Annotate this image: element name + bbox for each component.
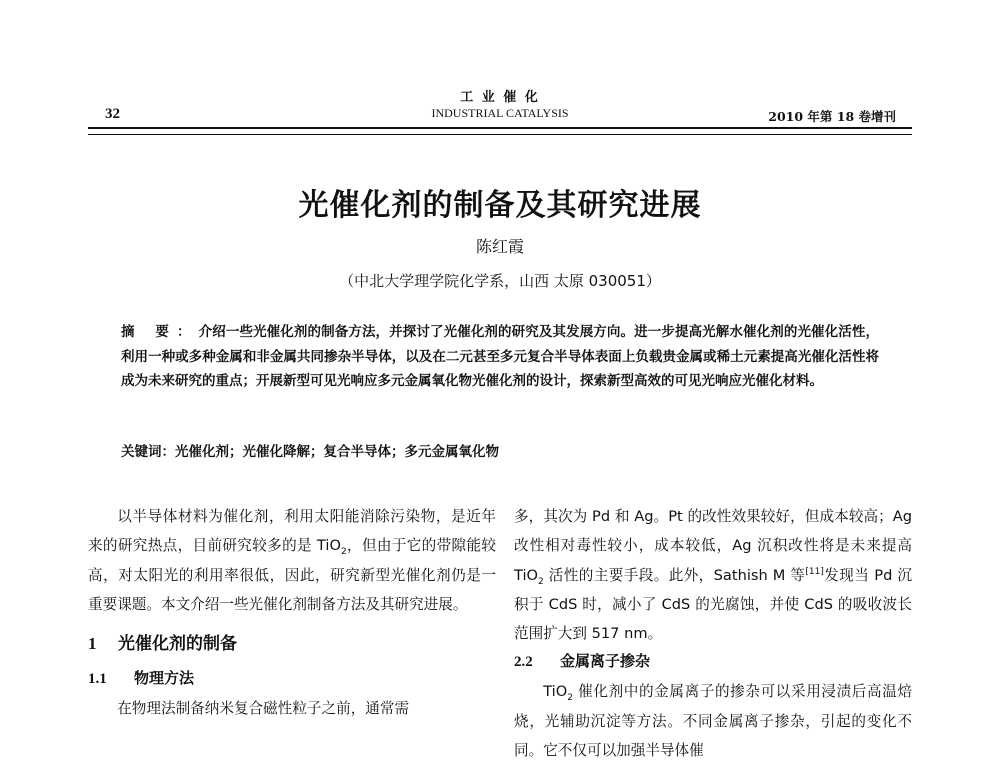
intro-text-b: ，但由于它的带隙能较高，对太阳光的利用率很低，因此，研究新型光催化剂仍是一重要课题。本文介绍一些光催化剂制备方法及其研究进展。 [88,537,496,613]
right-p2-text-b: 催化剂中的金属离子的掺杂可以采用浸渍后高温焙烧，光辅助沉淀等方法。不同金属离子掺杂，引起的变化不同。它不仅可以加强半导体催 [514,683,912,760]
abstract-text: 介绍一些光催化剂的制备方法，并探讨了光催化剂的研究及其发展方向。进一步提高光解水催化剂的光催化活性，利用一种或多种金属和非金属共同掺杂半导体，以及在二元甚至多元复合半导体表面上负载贵金属或稀土元素提高光催化活性将成为未来研究的重点；开展新型可见光响应多元金属氧化物光催化剂的设计，探索新型高效的可见光响应光催化材料。 [121,324,879,390]
right-p1-subscript: 2 [538,576,544,587]
keywords [121,440,879,460]
section-2-2-heading [514,648,912,675]
header-rule-thick [88,127,912,129]
citation-ref: [11] [805,566,824,577]
section-1-1-number: 1.1 [88,671,107,688]
right-column [514,502,912,765]
section-1-number: 1 [88,634,97,654]
intro-paragraph [88,502,496,619]
right-p1-text-b: 活性的主要手段。此外，Sathish M 等 [543,566,806,584]
section-1-1-heading [88,665,496,692]
section-1-title: 光催化剂的制备 [118,634,237,655]
right-paragraph-1 [514,502,912,648]
abstract-label: 摘 要： [121,324,199,340]
right-p1-text-a: 多，其次为 Pd 和 Ag。Pt 的改性效果较好，但成本较高；Ag 改性相对毒性较小，成本较低，Ag 沉积改性将是未来提高 TiO [514,508,912,584]
section-2-2-title: 金属离子掺杂 [560,652,651,671]
page-number: 32 [105,106,120,122]
author: 陈红霞 [475,237,524,256]
intro-text-a: 以半导体材料为催化剂，利用太阳能消除污染物，是近年来的研究热点，目前研究较多的是 TiO [88,508,496,555]
journal-name-en: INDUSTRIAL CATALYSIS [431,106,569,120]
right-paragraph-2 [514,677,912,765]
issue-info: 2010 年第 18 卷增刊 [768,109,896,124]
keywords-text: 光催化剂；光催化降解；复合半导体；多元金属氧化物 [175,444,499,460]
section-1-1-paragraph: 在物理法制备纳米复合磁性粒子之前，通常需 [117,700,410,718]
article-title: 光催化剂的制备及其研究进展 [298,188,702,223]
section-1-heading [88,629,496,659]
header-rule-thin [88,134,912,135]
journal-name-cn: 工 业 催 化 [460,90,540,105]
section-2-2-number: 2.2 [514,654,533,671]
left-column [88,502,496,723]
section-1-1-title: 物理方法 [134,669,195,688]
abstract [121,320,879,394]
right-p1-text-c: 发现当 Pd 沉积于 CdS 时，减小了 CdS 的光腐蚀，并使 CdS 的吸收波长范围扩大到 517 nm。 [514,566,912,643]
affiliation: （中北大学理学院化学系，山西 太原 030051） [339,272,661,290]
keywords-label: 关键词： [121,444,175,460]
right-p2-subscript: 2 [567,693,573,704]
intro-subscript: 2 [340,547,347,558]
right-p2-text-a: TiO [543,683,568,701]
journal-header [380,86,620,121]
